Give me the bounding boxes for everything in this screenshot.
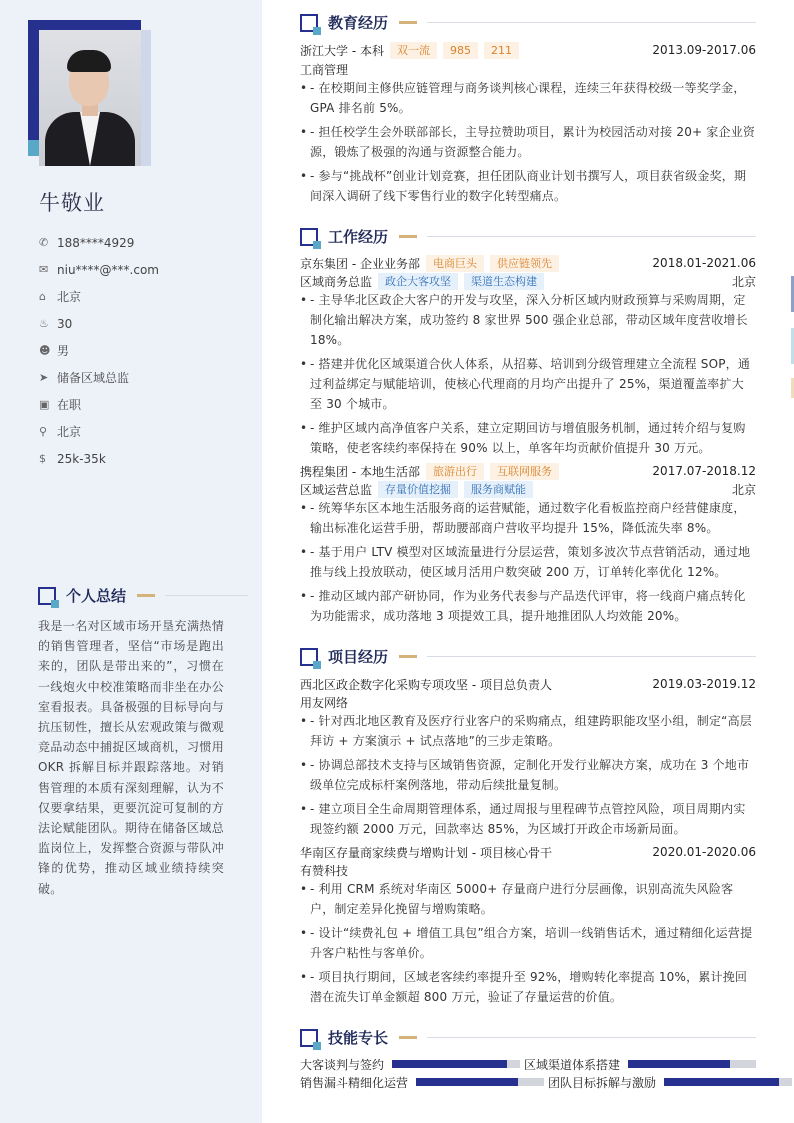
- project-name: 华南区存量商家续费与增购计划 - 项目核心骨干: [300, 845, 552, 860]
- bullet-item: [300, 879, 756, 919]
- skills-heading: [300, 1027, 756, 1048]
- project-org-line: [300, 693, 756, 711]
- bullet-dot: •: [300, 357, 308, 371]
- info-row: [39, 445, 249, 472]
- role-tag: 服务商赋能: [464, 481, 533, 498]
- skill-bar: [664, 1078, 792, 1086]
- info-text: 北京: [57, 290, 82, 304]
- project-org: 有赞科技: [300, 863, 349, 878]
- skill-item: [300, 1073, 544, 1091]
- bullet-item: [300, 418, 756, 458]
- bullet-dot: •: [300, 882, 308, 896]
- skill-name: 团队目标拆解与激励: [548, 1075, 657, 1090]
- project-header: [300, 675, 756, 693]
- bullet-dot: •: [300, 926, 308, 940]
- skill-bar-fill: [392, 1060, 507, 1068]
- bullet-item: [300, 799, 756, 839]
- bullet-item: [300, 711, 756, 751]
- skill-item: [548, 1073, 792, 1091]
- bullet-dot: •: [300, 589, 308, 603]
- work-heading: [300, 226, 756, 247]
- bullet-text: - 利用 CRM 系统对华南区 5000+ 存量商户进行分层画像，识别高流失风险客户，制定差异化挽留与增购策略。: [310, 882, 734, 916]
- info-text: 在职: [57, 398, 82, 412]
- bullet-dot: •: [300, 758, 308, 772]
- job-role-line: [300, 272, 756, 290]
- role-tag: 政企大客攻坚: [378, 273, 458, 290]
- company-tag: 供应链领先: [490, 255, 559, 272]
- section-icon: [300, 14, 318, 32]
- bullet-dot: •: [300, 421, 308, 435]
- skill-bar: [416, 1078, 544, 1086]
- company-tag: 互联网服务: [490, 463, 559, 480]
- section-icon: [38, 587, 56, 605]
- section-divider: [165, 595, 248, 596]
- school-tag: 双一流: [390, 42, 437, 59]
- bullet-text: - 在校期间主修供应链管理与商务谈判核心课程，连续三年获得校级一等奖学金，GPA 排名前 5%。: [310, 81, 746, 115]
- section-accent-bar: [399, 21, 417, 24]
- project-org: 用友网络: [300, 695, 349, 710]
- skill-item: [524, 1055, 756, 1073]
- bullet-dot: •: [300, 802, 308, 816]
- bullet-dot: •: [300, 714, 308, 728]
- bullet-dot: •: [300, 125, 308, 139]
- info-row: [39, 364, 249, 391]
- skill-bar: [628, 1060, 756, 1068]
- project-bullets: [300, 879, 756, 1011]
- home-icon: ⌂: [39, 290, 46, 303]
- info-row: [39, 310, 249, 337]
- bullet-item: [300, 78, 756, 118]
- info-row: [39, 229, 249, 256]
- skill-name: 销售漏斗精细化运营: [300, 1075, 409, 1090]
- job-period: 2017.07-2018.12: [652, 464, 756, 478]
- bullet-text: - 协调总部技术支持与区域销售资源，定制化开发行业解决方案，成功在 3 个地市级单位完成标杆案例落地，带动后续批量复制。: [310, 758, 750, 792]
- section-accent-bar: [399, 655, 417, 658]
- section-accent-bar: [399, 1036, 417, 1039]
- bullet-text: - 参与“挑战杯”创业计划竞赛，担任团队商业计划书撰写人，项目获省级金奖，期间深入调研了线下零售行业的数字化转型痛点。: [310, 169, 747, 203]
- education-header: [300, 41, 756, 59]
- skill-bar-fill: [664, 1078, 779, 1086]
- info-text: 30: [57, 316, 73, 331]
- bullet-dot: •: [300, 970, 308, 984]
- bullet-dot: •: [300, 293, 308, 307]
- bullet-text: - 针对西北地区教育及医疗行业客户的采购痛点，组建跨职能攻坚小组，制定“高层拜访 + 方案演示 + 试点落地”的三步走策略。: [310, 714, 752, 748]
- job-city: 北京: [731, 274, 756, 289]
- company-name: 京东集团 - 企业业务部: [300, 256, 420, 271]
- company-tag: 电商巨头: [426, 255, 484, 272]
- section-divider: [427, 22, 756, 23]
- bullet-text: - 维护区域内高净值客户关系，建立定期回访与增值服务机制，通过转介绍与复购策略，使老客续约率保持在 90% 以上，单客年均贡献价值提升 30 万元。: [310, 421, 746, 455]
- info-row: [39, 256, 249, 283]
- section-accent-bar: [399, 235, 417, 238]
- bullet-text: - 担任校学生会外联部部长，主导拉赞助项目，累计为校园活动对接 20+ 家企业资源，锻炼了极强的沟通与资源整合能力。: [310, 125, 756, 159]
- bullet-item: [300, 586, 756, 626]
- project-period: 2020.01-2020.06: [652, 845, 756, 859]
- bullet-text: - 基于用户 LTV 模型对区域流量进行分层运营，策划多波次节点营销活动，通过地推与线上投放联动，使区域月活用户数突破 200 万，订单转化率优化 12%。: [310, 545, 751, 579]
- skill-bar-fill: [416, 1078, 518, 1086]
- info-row: [39, 337, 249, 364]
- company-name: 携程集团 - 本地生活部: [300, 464, 420, 479]
- skill-bar-fill: [628, 1060, 730, 1068]
- bullet-item: [300, 354, 756, 414]
- job-header: [300, 462, 756, 480]
- job-bullets: [300, 290, 756, 462]
- info-text: 188****4929: [57, 235, 135, 250]
- school-tag: 985: [443, 42, 478, 59]
- project-org-line: [300, 861, 756, 879]
- info-text: niu****@***.com: [57, 262, 159, 277]
- bullet-text: - 设计“续费礼包 + 增值工具包”组合方案，培训一线销售话术，通过精细化运营提升客户粘性与客单价。: [310, 926, 753, 960]
- contact-info: [39, 229, 249, 472]
- skill-name: 区域渠道体系搭建: [524, 1057, 621, 1072]
- bullet-item: [300, 755, 756, 795]
- education-title: 教育经历: [328, 14, 389, 32]
- info-row: [39, 418, 249, 445]
- bullet-item: [300, 967, 756, 1007]
- bullet-text: - 主导华北区政企大客户的开发与攻坚，深入分析区域内财政预算与采购周期，定制化输出解决方案，成功签约 8 家世界 500 强企业总部，带动区域年度营收增长 18%。: [310, 293, 748, 347]
- bullet-text: - 搭建并优化区域渠道合伙人体系，从招募、培训到分级管理建立全流程 SOP，通过利益绑定与赋能培训，使核心代理商的月均产出提升了 25%，渠道覆盖率扩大至 30 个城市。: [310, 357, 751, 411]
- bullet-dot: •: [300, 501, 308, 515]
- education-major: [300, 60, 756, 78]
- bullet-text: - 建立项目全生命周期管理体系，通过周报与里程碑节点管控风险，项目周期内实现签约额 2000 万元，回款率达 85%，为区域打开政企市场新局面。: [310, 802, 746, 836]
- projects-title: 项目经历: [328, 648, 389, 666]
- section-icon: [300, 228, 318, 246]
- bullet-text: - 项目执行期间，区域老客续约率提升至 92%，增购转化率提高 10%，累计挽回潜在流失订单金额超 800 万元，验证了存量运营的价值。: [310, 970, 748, 1004]
- role-tag: 存量价值挖掘: [378, 481, 458, 498]
- project-header: [300, 843, 756, 861]
- bullet-item: [300, 166, 756, 206]
- school-tag: 211: [484, 42, 519, 59]
- skill-item: [300, 1055, 520, 1073]
- bullet-item: [300, 498, 756, 538]
- info-text: 25k-35k: [57, 451, 106, 466]
- profile-photo: [39, 30, 141, 166]
- job-bullets: [300, 498, 756, 630]
- major-name: 工商管理: [300, 62, 349, 77]
- section-divider: [427, 656, 756, 657]
- company-tag: 旅游出行: [426, 463, 484, 480]
- section-accent-bar: [137, 594, 155, 597]
- section-icon: [300, 1029, 318, 1047]
- location-icon: ⚲: [39, 425, 48, 438]
- info-text: 男: [57, 344, 70, 358]
- bullet-text: - 统筹华东区本地生活服务商的运营赋能，通过数字化看板监控商户经营健康度，输出标准化运营手册，帮助腰部商户营收平均提升 15%，降低流失率 8%。: [310, 501, 746, 535]
- skill-bar: [392, 1060, 520, 1068]
- info-row: [39, 391, 249, 418]
- job-role: 区域运营总监: [300, 482, 373, 497]
- project-bullets: [300, 711, 756, 843]
- cake-icon: ♨: [39, 317, 49, 330]
- bullet-item: [300, 923, 756, 963]
- projects-heading: [300, 646, 756, 667]
- job-role: 区域商务总监: [300, 274, 373, 289]
- sidebar: [0, 0, 262, 1123]
- job-period: 2018.01-2021.06: [652, 256, 756, 270]
- education-bullets: [300, 78, 756, 210]
- school-name: 浙江大学 - 本科: [300, 43, 384, 58]
- role-tag: 渠道生态构建: [464, 273, 544, 290]
- summary-title: 个人总结: [66, 587, 127, 605]
- work-title: 工作经历: [328, 228, 389, 246]
- skill-name: 大客谈判与签约: [300, 1057, 385, 1072]
- send-icon: ➤: [39, 371, 49, 384]
- bullet-dot: •: [300, 81, 308, 95]
- job-header: [300, 254, 756, 272]
- face-icon: ☻: [39, 344, 51, 357]
- summary-text: 我是一名对区域市场开垦充满热情的销售管理者，坚信“市场是跑出来的，团队是带出来的”，习惯在一线炮火中校准策略而非坐在办公室看报表。具备极强的目标导向与抗压韧性，擅长从宏观政策与微观竞品动态中捕捉区域商机，习惯用 OKR 拆解目标并跟踪落地。对销售管理的本质有深刻理解，认为不仅要拿结果，更要沉淀可复制的方法论赋能团队。期待在储备区域总监岗位上，发挥整合资源与带队冲锋的优势，推动区域业绩持续突破。: [38, 619, 224, 896]
- education-period: 2013.09-2017.06: [652, 43, 756, 57]
- bullet-item: [300, 542, 756, 582]
- section-divider: [427, 236, 756, 237]
- info-text: 储备区域总监: [57, 371, 130, 385]
- bullet-item: [300, 290, 756, 350]
- bullet-text: - 推动区域内部产研协同，作为业务代表参与产品迭代评审，将一线商户痛点转化为功能需求，成功落地 3 项提效工具，提升地推团队人均效能 20%。: [310, 589, 746, 623]
- skills-title: 技能专长: [328, 1029, 389, 1047]
- briefcase-icon: ▣: [39, 398, 50, 411]
- info-row: [39, 283, 249, 310]
- salary-icon: $: [39, 452, 46, 465]
- phone-icon: ✆: [39, 236, 49, 249]
- project-period: 2019.03-2019.12: [652, 677, 756, 691]
- summary-heading: [38, 585, 248, 606]
- section-icon: [300, 648, 318, 666]
- bullet-dot: •: [300, 545, 308, 559]
- education-heading: [300, 12, 756, 33]
- bullet-item: [300, 122, 756, 162]
- mail-icon: ✉: [39, 263, 49, 276]
- job-role-line: [300, 480, 756, 498]
- job-city: 北京: [731, 482, 756, 497]
- bullet-dot: •: [300, 169, 308, 183]
- candidate-name: 牛敬业: [39, 191, 105, 215]
- project-name: 西北区政企数字化采购专项攻坚 - 项目总负责人: [300, 677, 552, 692]
- info-text: 北京: [57, 425, 82, 439]
- section-divider: [427, 1037, 756, 1038]
